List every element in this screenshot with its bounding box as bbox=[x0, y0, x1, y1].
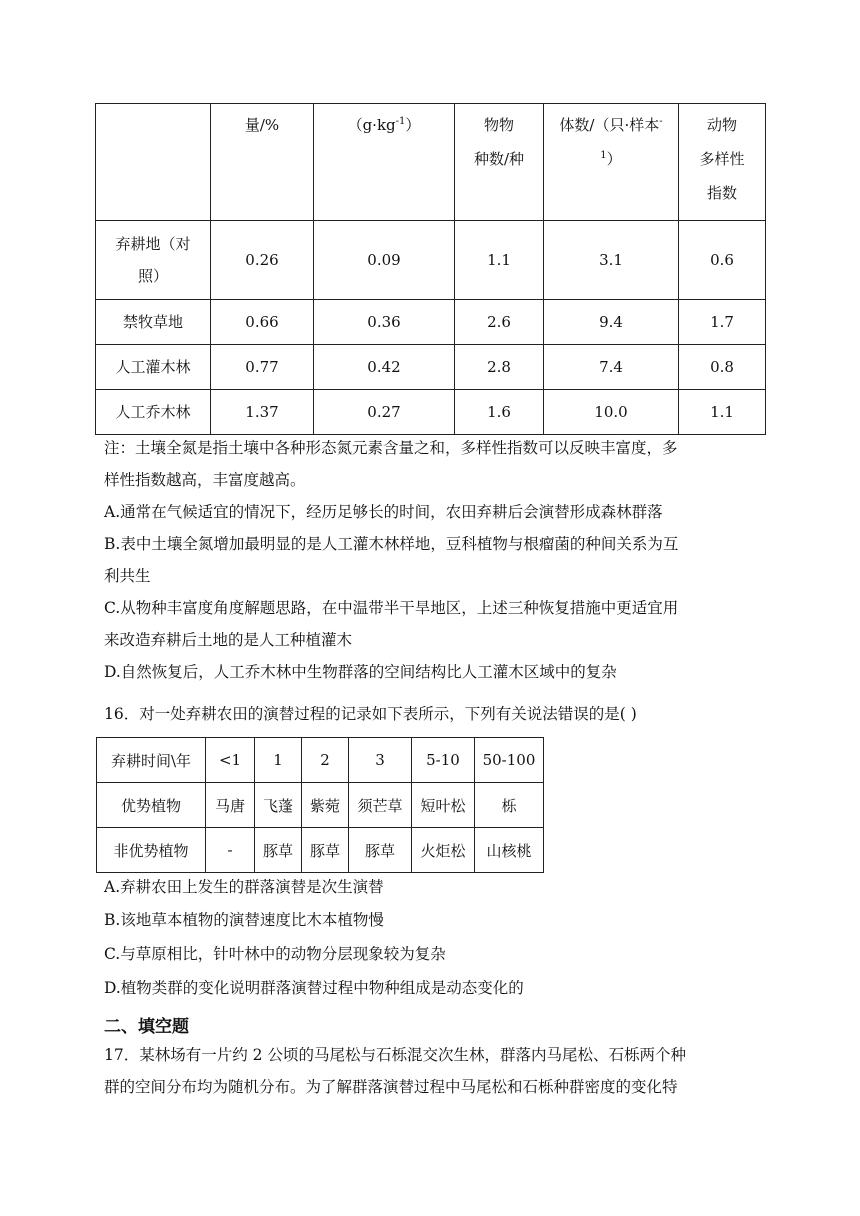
table-cell: 10.0 bbox=[544, 390, 679, 435]
table-row bbox=[96, 300, 766, 345]
table-cell: 50-100 bbox=[475, 738, 544, 783]
table-cell: 0.42 bbox=[314, 345, 455, 390]
table-cell: 7.4 bbox=[544, 345, 679, 390]
table-cell: 1.6 bbox=[455, 390, 544, 435]
q16-option-c: C.与草原相比，针叶林中的动物分层现象较为复杂 bbox=[104, 945, 446, 963]
table-cell: 弃耕时间\年 bbox=[97, 738, 206, 783]
table-cell: 0.26 bbox=[211, 221, 314, 300]
soil-animal-table bbox=[95, 103, 766, 435]
question-17-stem: 17．某林场有一片约 2 公顷的马尾松与石栎混交次生林，群落内马尾松、石栎两个种 群的空间分布均为随机分布。为了解群落演替过程中马尾松和石栎种群密度的变化特 bbox=[104, 1046, 686, 1096]
table-cell: 优势植物 bbox=[97, 783, 206, 828]
table-cell: 1.37 bbox=[211, 390, 314, 435]
table-row bbox=[97, 738, 544, 783]
table-cell: 2.8 bbox=[455, 345, 544, 390]
q16-option-a: A.弃耕农田上发生的群落演替是次生演替 bbox=[104, 878, 384, 896]
table-cell: 豚草 bbox=[349, 828, 412, 873]
table-cell: 须芒草 bbox=[349, 783, 412, 828]
table-row bbox=[96, 221, 766, 300]
table-cell: 1.7 bbox=[679, 300, 766, 345]
table-cell: 1.1 bbox=[455, 221, 544, 300]
table-row bbox=[96, 345, 766, 390]
table-cell: 1.1 bbox=[679, 390, 766, 435]
table-cell: 9.4 bbox=[544, 300, 679, 345]
row-label: 禁牧草地 bbox=[96, 300, 211, 345]
table-cell: 0.77 bbox=[211, 345, 314, 390]
table-cell: 5-10 bbox=[412, 738, 475, 783]
table-row bbox=[97, 828, 544, 873]
header-cell: 量/% bbox=[211, 104, 314, 221]
table-cell: 0.27 bbox=[314, 390, 455, 435]
table-cell: 栎 bbox=[475, 783, 544, 828]
q16-option-d: D.植物类群的变化说明群落演替过程中物种组成是动态变化的 bbox=[104, 979, 524, 997]
row-label: 弃耕地（对 照） bbox=[96, 221, 211, 300]
header-cell: $(g\cdot kg^{-1})$ bbox=[314, 104, 455, 221]
q16-option-b: B.该地草本植物的演替速度比木本植物慢 bbox=[104, 911, 384, 929]
table-cell: 3 bbox=[349, 738, 412, 783]
table-cell: 0.66 bbox=[211, 300, 314, 345]
table-cell: 豚草 bbox=[302, 828, 349, 873]
table-cell: 山核桃 bbox=[475, 828, 544, 873]
section-title: 二、填空题 bbox=[104, 1017, 189, 1037]
table-cell: 2 bbox=[302, 738, 349, 783]
option-c: C.从物种丰富度角度解题思路，在中温带半干旱地区，上述三种恢复措施中更适宜用 来改造弃耕后土地的是人工种植灌木 bbox=[104, 599, 679, 649]
option-b: B.表中土壤全氮增加最明显的是人工灌木林样地，豆科植物与根瘤菌的种间关系为互 利共生 bbox=[104, 535, 679, 585]
table-cell: 3.1 bbox=[544, 221, 679, 300]
option-a: A.通常在气候适宜的情况下，经历足够长的时间，农田弃耕后会演替形成森林群落 bbox=[104, 503, 663, 521]
table-cell: 2.6 bbox=[455, 300, 544, 345]
table-cell: 0.09 bbox=[314, 221, 455, 300]
table-row bbox=[96, 390, 766, 435]
table-cell: 短叶松 bbox=[412, 783, 475, 828]
table-cell: 豚草 bbox=[255, 828, 302, 873]
question-16-stem: 16．对一处弃耕农田的演替过程的记录如下表所示，下列有关说法错误的是( ) bbox=[104, 705, 637, 723]
table-cell: 0.6 bbox=[679, 221, 766, 300]
row-label: 人工乔木林 bbox=[96, 390, 211, 435]
table-cell: 0.8 bbox=[679, 345, 766, 390]
table-cell: 紫菀 bbox=[302, 783, 349, 828]
table-cell: <1 bbox=[206, 738, 255, 783]
table-cell: 马唐 bbox=[206, 783, 255, 828]
table-cell: 非优势植物 bbox=[97, 828, 206, 873]
row-label: 人工灌木林 bbox=[96, 345, 211, 390]
option-d: D.自然恢复后，人工乔木林中生物群落的空间结构比人工灌木区域中的复杂 bbox=[104, 663, 617, 681]
table-row bbox=[97, 783, 544, 828]
table-header-row bbox=[96, 104, 766, 221]
table-cell: 飞蓬 bbox=[255, 783, 302, 828]
table-cell: 1 bbox=[255, 738, 302, 783]
header-cell-empty bbox=[96, 104, 211, 221]
header-cell: 体数/（只·样本- $^1$） bbox=[544, 104, 679, 221]
table-note: 注：土壤全氮是指土壤中各种形态氮元素含量之和，多样性指数可以反映丰富度，多 样性指数越高，丰富度越高。 bbox=[104, 439, 678, 489]
succession-table bbox=[96, 737, 544, 873]
table-cell: 火炬松 bbox=[412, 828, 475, 873]
table-cell: 0.36 bbox=[314, 300, 455, 345]
table-cell: - bbox=[206, 828, 255, 873]
header-cell: 物物 种数/种 bbox=[455, 104, 544, 221]
header-cell: 动物 多样性 指数 bbox=[679, 104, 766, 221]
